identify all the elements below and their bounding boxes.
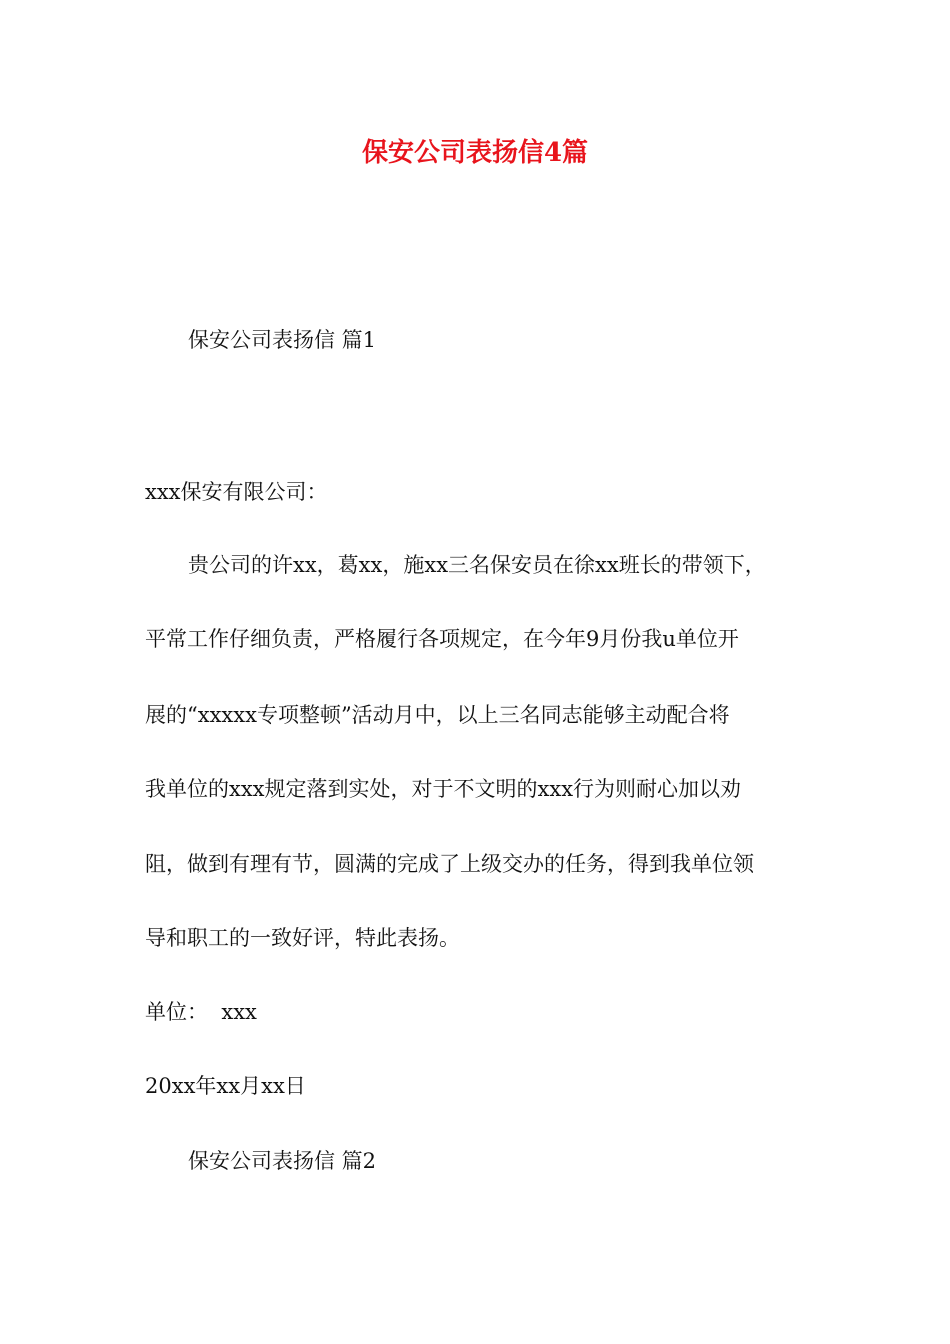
document-title: 保安公司表扬信4篇: [361, 138, 589, 168]
signature-unit: 单位： xxx: [145, 1000, 257, 1024]
signature-date: 20xx年xx月xx日: [145, 1074, 306, 1098]
body-line: 阻，做到有理有节，圆满的完成了上级交办的任务，得到我单位领: [145, 852, 754, 876]
body-line: 导和职工的一致好评，特此表扬。: [145, 926, 460, 950]
body-line: 我单位的xxx规定落到实处，对于不文明的xxx行为则耐心加以劝: [145, 777, 742, 801]
salutation: xxx保安有限公司：: [145, 480, 328, 504]
section2-heading: 保安公司表扬信 篇2: [188, 1149, 377, 1173]
body-line: 平常工作仔细负责，严格履行各项规定，在今年9月份我u单位开: [145, 627, 739, 651]
section1-heading: 保安公司表扬信 篇1: [188, 328, 377, 352]
body-line: 展的“xxxxx专项整顿”活动月中，以上三名同志能够主动配合将: [145, 703, 730, 727]
body-line: 贵公司的许xx，葛xx，施xx三名保安员在徐xx班长的带领下，: [188, 553, 766, 577]
